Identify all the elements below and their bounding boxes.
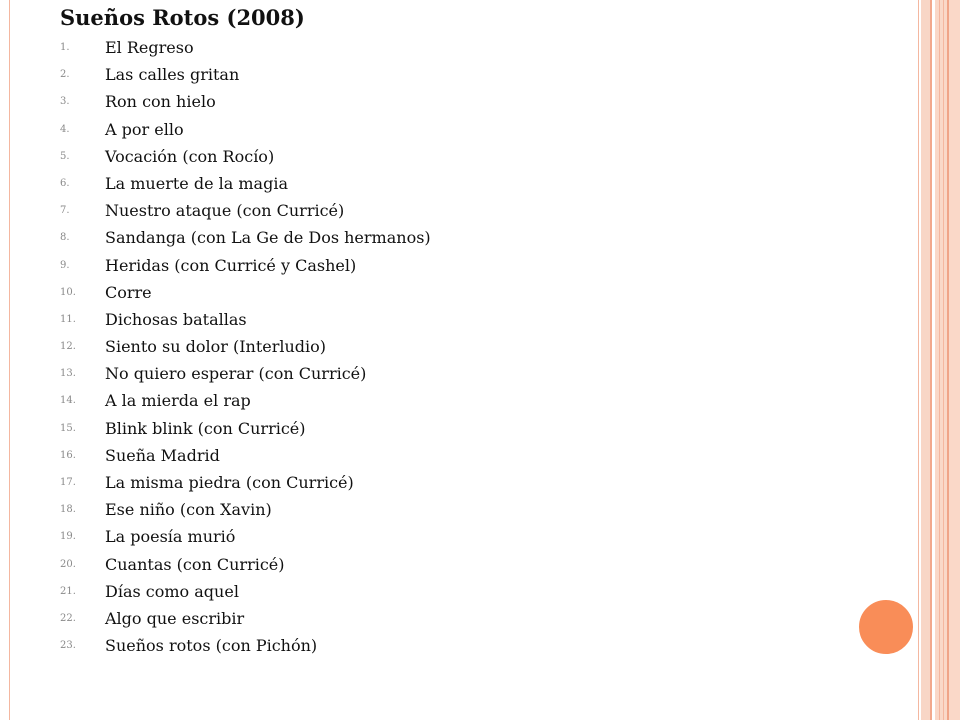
decorative-circle-icon xyxy=(857,598,915,656)
track-number: 12. xyxy=(60,341,76,353)
right-border-stripe xyxy=(921,0,930,720)
track-name: Corre xyxy=(105,282,152,302)
right-border-stripe xyxy=(918,0,919,720)
track-name: Vocación (con Rocío) xyxy=(105,146,275,166)
left-border-line xyxy=(9,0,10,720)
slide-title: Sueños Rotos (2008) xyxy=(60,5,305,30)
track-name: Dichosas batallas xyxy=(105,309,247,329)
track-number: 23. xyxy=(60,640,76,652)
track-name: Blink blink (con Curricé) xyxy=(105,418,306,438)
right-border-stripe xyxy=(943,0,944,720)
track-number: 21. xyxy=(60,585,76,597)
track-name: Nuestro ataque (con Curricé) xyxy=(105,201,345,221)
track-name: La misma piedra (con Curricé) xyxy=(105,473,354,492)
track-name: La poesía murió xyxy=(105,527,236,547)
track-name: A por ello xyxy=(105,119,184,139)
track-number: 16. xyxy=(60,449,76,461)
track-number: 11. xyxy=(60,313,76,325)
track-number: 19. xyxy=(60,531,76,543)
track-number: 8. xyxy=(60,232,70,244)
track-name: Siento su dolor (Interludio) xyxy=(105,337,327,357)
track-number: 20. xyxy=(60,558,76,570)
track-name: Heridas (con Curricé y Cashel) xyxy=(105,255,357,275)
right-border-stripe xyxy=(930,0,932,720)
track-name: A la mierda el rap xyxy=(105,391,251,411)
track-number: 10. xyxy=(60,286,76,298)
track-number: 3. xyxy=(60,96,70,108)
track-number: 22. xyxy=(60,612,76,624)
track-number: 13. xyxy=(60,368,76,380)
track-name: Sueños rotos (con Pichón) xyxy=(105,636,318,656)
track-name: El Regreso xyxy=(105,38,194,57)
track-name: Cuantas (con Curricé) xyxy=(105,554,285,574)
track-name: Algo que escribir xyxy=(105,608,245,628)
track-name: Sandanga (con La Ge de Dos hermanos) xyxy=(105,228,431,248)
track-number: 18. xyxy=(60,504,76,516)
track-number: 14. xyxy=(60,395,76,407)
track-name: Ese niño (con Xavin) xyxy=(105,500,272,520)
track-name: La muerte de la magia xyxy=(105,173,288,193)
track-number: 4. xyxy=(60,123,70,135)
right-border-stripe xyxy=(939,0,940,720)
track-number: 9. xyxy=(60,259,70,271)
track-number: 2. xyxy=(60,69,70,81)
track-name: No quiero esperar (con Curricé) xyxy=(105,364,367,384)
track-number: 17. xyxy=(60,477,76,488)
track-number: 1. xyxy=(60,42,70,53)
track-number: 5. xyxy=(60,150,70,162)
right-border-stripe xyxy=(947,0,949,720)
track-name: Ron con hielo xyxy=(105,92,216,112)
track-number: 6. xyxy=(60,177,70,189)
track-number: 7. xyxy=(60,205,70,217)
track-name: Días como aquel xyxy=(105,581,239,601)
track-number: 15. xyxy=(60,422,76,434)
track-name: Sueña Madrid xyxy=(105,445,220,465)
track-name: Las calles gritan xyxy=(105,65,240,85)
